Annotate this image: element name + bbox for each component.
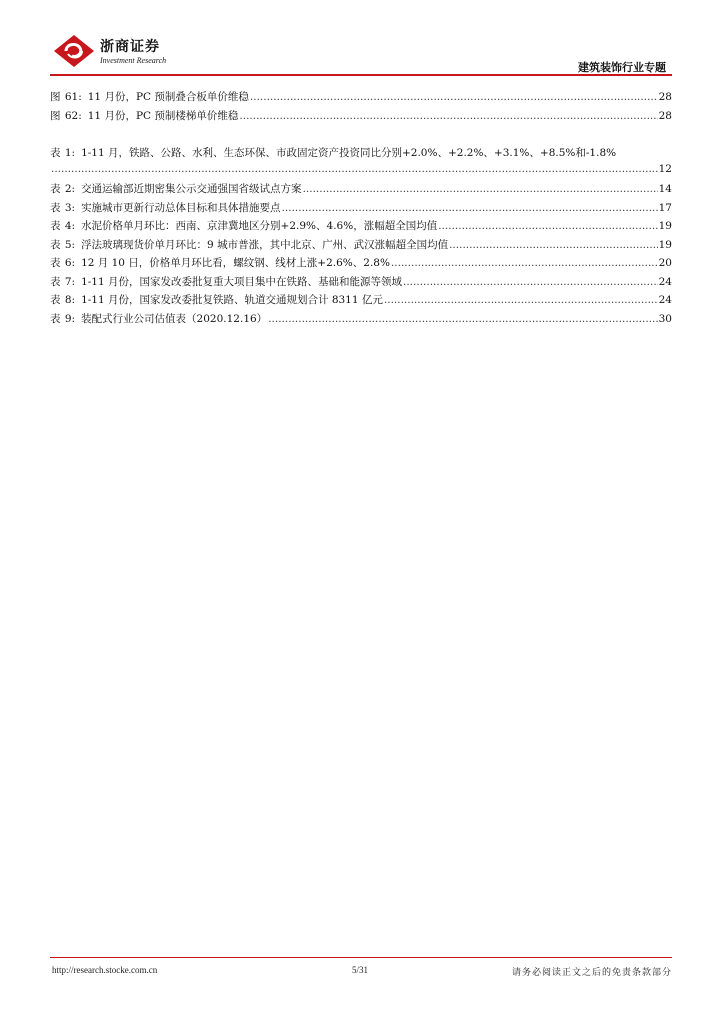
toc-entry-table-7[interactable] <box>50 274 672 293</box>
entry-kind: 表 <box>50 294 62 306</box>
footer-page-number: 5/31 <box>352 965 369 975</box>
toc-entry-figure-62[interactable] <box>50 108 672 127</box>
entry-title: 1-11 月，铁路、公路、水利、生态环保、市政固定资产投资同比分别+2.0%、+2.2%、+3.1%、+8.5%和-1.8% <box>81 147 617 159</box>
entry-page: 24 <box>658 275 672 288</box>
footer-disclaimer: 请务必阅读正文之后的免责条款部分 <box>511 968 672 978</box>
toc-entry-figure-61[interactable] <box>50 89 672 108</box>
toc-entry-table-1[interactable] <box>50 145 672 163</box>
entry-title: 水泥价格单月环比：西南、京津冀地区分别+2.9%、4.6%，涨幅超全国均值 <box>81 220 438 232</box>
brand-name: 浙商证券 <box>100 39 160 55</box>
entry-page: 20 <box>658 257 672 269</box>
toc-entry-table-4[interactable] <box>50 218 672 237</box>
entry-page: 12 <box>658 163 672 175</box>
entry-number: 4: <box>64 220 76 232</box>
dot-leader <box>250 91 658 103</box>
entry-title: 11 月份，PC 预制楼梯单价维稳 <box>87 109 239 122</box>
entry-page: 14 <box>658 183 672 195</box>
entry-title: 实施城市更新行动总体目标和具体措施要点 <box>81 201 281 214</box>
entry-title: 12 月 10 日，价格单月环比看，螺纹钢、线材上涨+2.6%、2.8% <box>81 257 390 269</box>
entry-kind: 图 <box>50 109 62 122</box>
footer-url-link[interactable]: http://research.stocke.com.cn <box>52 965 158 975</box>
dot-leader <box>303 183 658 195</box>
entry-page: 30 <box>658 312 672 325</box>
entry-number: 6: <box>64 257 76 269</box>
dot-leader <box>403 276 658 288</box>
dot-leader <box>51 163 658 175</box>
entry-page: 17 <box>658 201 672 214</box>
entry-number: 2: <box>64 183 76 195</box>
entry-number: 9: <box>64 312 76 325</box>
entry-kind: 表 <box>50 201 62 214</box>
header-divider <box>50 74 672 76</box>
toc-entry-table-1-continuation[interactable] <box>50 163 672 181</box>
dot-leader <box>239 110 657 122</box>
toc-entry-table-5[interactable] <box>50 237 672 256</box>
page-header <box>0 0 724 80</box>
entry-title: 装配式行业公司估值表（2020.12.16） <box>81 312 268 325</box>
toc-entry-table-8[interactable] <box>50 292 672 311</box>
entry-page: 19 <box>658 238 672 251</box>
entry-title: 浮法玻璃现货价单月环比：9 城市普涨，其中北京、广州、武汉涨幅超全国均值 <box>81 238 449 251</box>
dot-leader <box>438 220 657 232</box>
entry-kind: 图 <box>50 91 62 103</box>
entry-title: 11 月份，PC 预制叠合板单价维稳 <box>87 91 249 103</box>
entry-number: 61: <box>64 91 82 103</box>
entry-title: 1-11 月份，国家发改委批复铁路、轨道交通规划合计 8311 亿元 <box>81 294 383 306</box>
toc-entry-table-9[interactable] <box>50 311 672 330</box>
dot-leader <box>384 294 658 306</box>
toc-entry-table-3[interactable] <box>50 200 672 219</box>
brand-subtitle: Investment Research <box>100 56 167 65</box>
entry-page: 28 <box>658 109 672 122</box>
table-of-contents <box>50 89 672 329</box>
entry-number: 3: <box>64 201 76 214</box>
dot-leader <box>449 239 658 251</box>
dot-leader <box>282 202 658 214</box>
company-logo-icon <box>52 34 96 68</box>
section-gap <box>50 126 672 145</box>
entry-kind: 表 <box>50 238 62 251</box>
entry-page: 19 <box>658 220 672 232</box>
dot-leader <box>268 313 657 325</box>
entry-kind: 表 <box>50 220 62 232</box>
toc-entry-table-6[interactable] <box>50 255 672 274</box>
entry-kind: 表 <box>50 147 62 159</box>
entry-number: 1: <box>64 147 76 159</box>
entry-kind: 表 <box>50 275 62 288</box>
entry-number: 5: <box>64 238 76 251</box>
entry-number: 8: <box>64 294 76 306</box>
toc-entry-table-2[interactable] <box>50 181 672 200</box>
entry-kind: 表 <box>50 183 62 195</box>
entry-page: 24 <box>658 294 672 306</box>
entry-kind: 表 <box>50 312 62 325</box>
footer-divider <box>50 957 672 958</box>
entry-number: 62: <box>64 109 82 122</box>
report-category-title: 建筑装饰行业专题 <box>578 61 666 74</box>
entry-kind: 表 <box>50 257 62 269</box>
dot-leader <box>391 257 658 269</box>
entry-title: 交通运输部近期密集公示交通强国省级试点方案 <box>81 183 302 195</box>
entry-page: 28 <box>658 91 672 103</box>
entry-number: 7: <box>64 275 76 288</box>
entry-title: 1-11 月份，国家发改委批复重大项目集中在铁路、基础和能源等领域 <box>81 275 402 288</box>
